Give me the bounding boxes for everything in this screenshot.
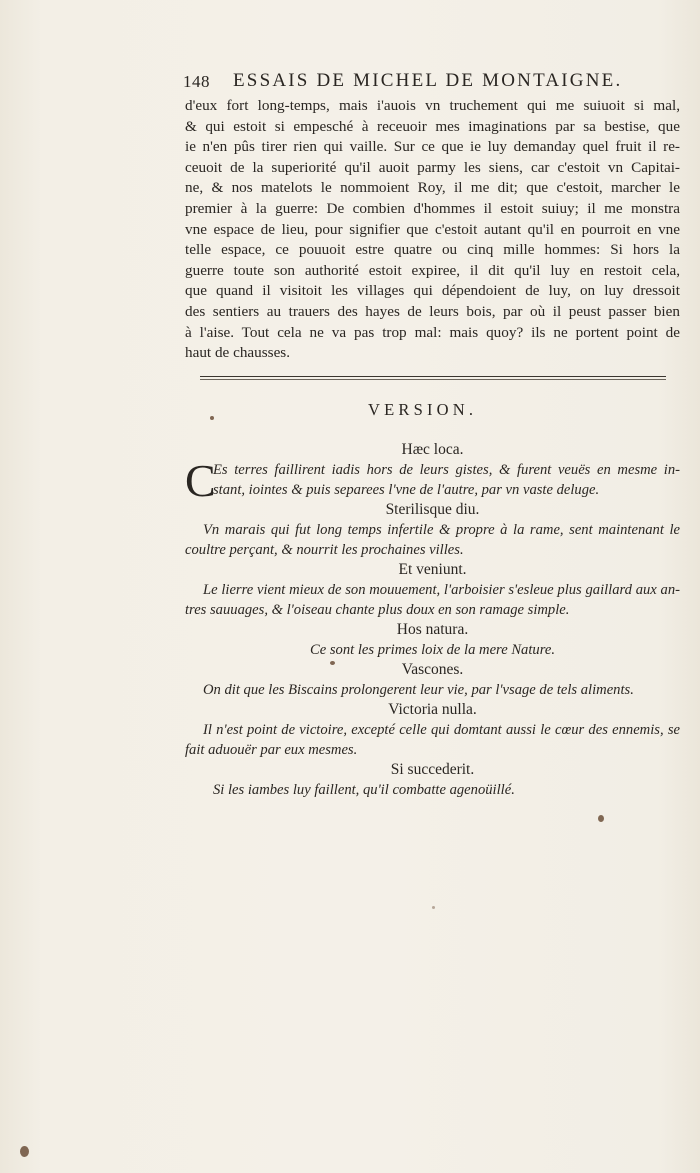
- latin-heading: Vascones.: [401, 661, 464, 678]
- text-line: guerre toute son authorité estoit expiree, il dit qu'il luy en restoit cela,: [185, 261, 680, 279]
- translation-line: tres sauuages, & l'oiseau chante plus doux en son ramage simple.: [185, 602, 570, 618]
- translation-line: Ce sont les primes loix de la mere Nature.: [310, 642, 555, 658]
- latin-heading: Si succederit.: [390, 761, 475, 778]
- main-paragraph: [185, 96, 680, 364]
- translation-line: Il n'est point de victoire, excepté celle qui domtant aussi le cœur des ennemis, se: [203, 722, 680, 738]
- text-line: ie n'en pûs tirer rien qui vaille. Sur ce que ie luy demanday quel fruit il re-: [185, 138, 680, 156]
- translation-line: Vn marais qui fut long temps infertile & propre à la rame, sent maintenant le: [203, 522, 680, 538]
- text-line: des sentiers au trauers des hayes de leurs bois, par où il peust passer bien: [185, 302, 680, 320]
- text-line: ne, & nos matelots le nommoient Roy, il me dit; que c'estoit, marcher le: [185, 179, 680, 197]
- latin-heading: Hos natura.: [396, 621, 469, 638]
- latin-heading: Sterilisque diu.: [385, 501, 480, 518]
- running-head: ESSAIS DE MICHEL DE MONTAIGNE.: [233, 70, 623, 91]
- page-number: 148: [183, 72, 210, 91]
- text-line: premier à la guerre: De combien d'hommes il estoit suiuy; il me monstra: [185, 199, 680, 217]
- translation-line: Es terres faillirent iadis hors de leurs gistes, & furent veuës en mesme in-: [213, 462, 680, 478]
- translation-line: Si les iambes luy faillent, qu'il combatte agenoüillé.: [213, 782, 515, 798]
- page-header: [183, 70, 643, 94]
- version-translations: [185, 440, 680, 800]
- text-line: d'eux fort long-temps, mais i'auois vn truchement qui me suiuoit si mal,: [185, 97, 680, 114]
- text-line: à l'aise. Tout cela ne va pas trop mal: mais quoy? ils ne portent point de: [185, 323, 680, 341]
- dropcap-paragraph: [185, 455, 680, 506]
- latin-heading: Hæc loca.: [401, 441, 464, 458]
- ink-speck: [20, 1146, 29, 1157]
- ink-speck: [432, 906, 435, 909]
- ink-speck: [330, 661, 335, 665]
- section-divider-rule: [200, 376, 666, 377]
- drop-cap-letter: C: [185, 455, 216, 506]
- translation-line: Le lierre vient mieux de son mouuement, l'arboisier s'esleue plus gaillard aux an-: [203, 582, 680, 598]
- text-line: vne espace de lieu, pour signifier que c'estoit autant qu'il en pourroit en vne: [185, 220, 680, 238]
- latin-heading: Et veniunt.: [398, 561, 467, 578]
- translation-line: fait aduouër par eux mesmes.: [185, 742, 358, 758]
- latin-heading: Victoria nulla.: [388, 701, 477, 718]
- translation-line: coultre perçant, & nourrit les prochaines villes.: [185, 542, 464, 558]
- text-line: que quand il visitoit les villages qui dépendoient de luy, on luy dressoit: [185, 282, 680, 300]
- text-line: telle espace, ce pouuoit estre quatre ou cinq mille hommes: Si hors la: [185, 241, 680, 259]
- text-line: haut de chausses.: [185, 344, 291, 362]
- ink-speck: [210, 416, 214, 420]
- translation-line: stant, iointes & puis separees l'vne de l'autre, par vn vaste deluge.: [213, 482, 600, 498]
- text-line: & qui estoit si empesché à receuoir mes imaginations par sa bestise, que: [185, 117, 680, 135]
- text-line: ceuoit de la superiorité qu'il auoit parmy les siens, car c'estoit vn Capitai-: [185, 158, 680, 176]
- version-title: VERSION.: [368, 400, 478, 419]
- translation-line: On dit que les Biscains prolongerent leur vie, par l'vsage de tels aliments.: [203, 682, 634, 698]
- ink-speck: [598, 815, 604, 822]
